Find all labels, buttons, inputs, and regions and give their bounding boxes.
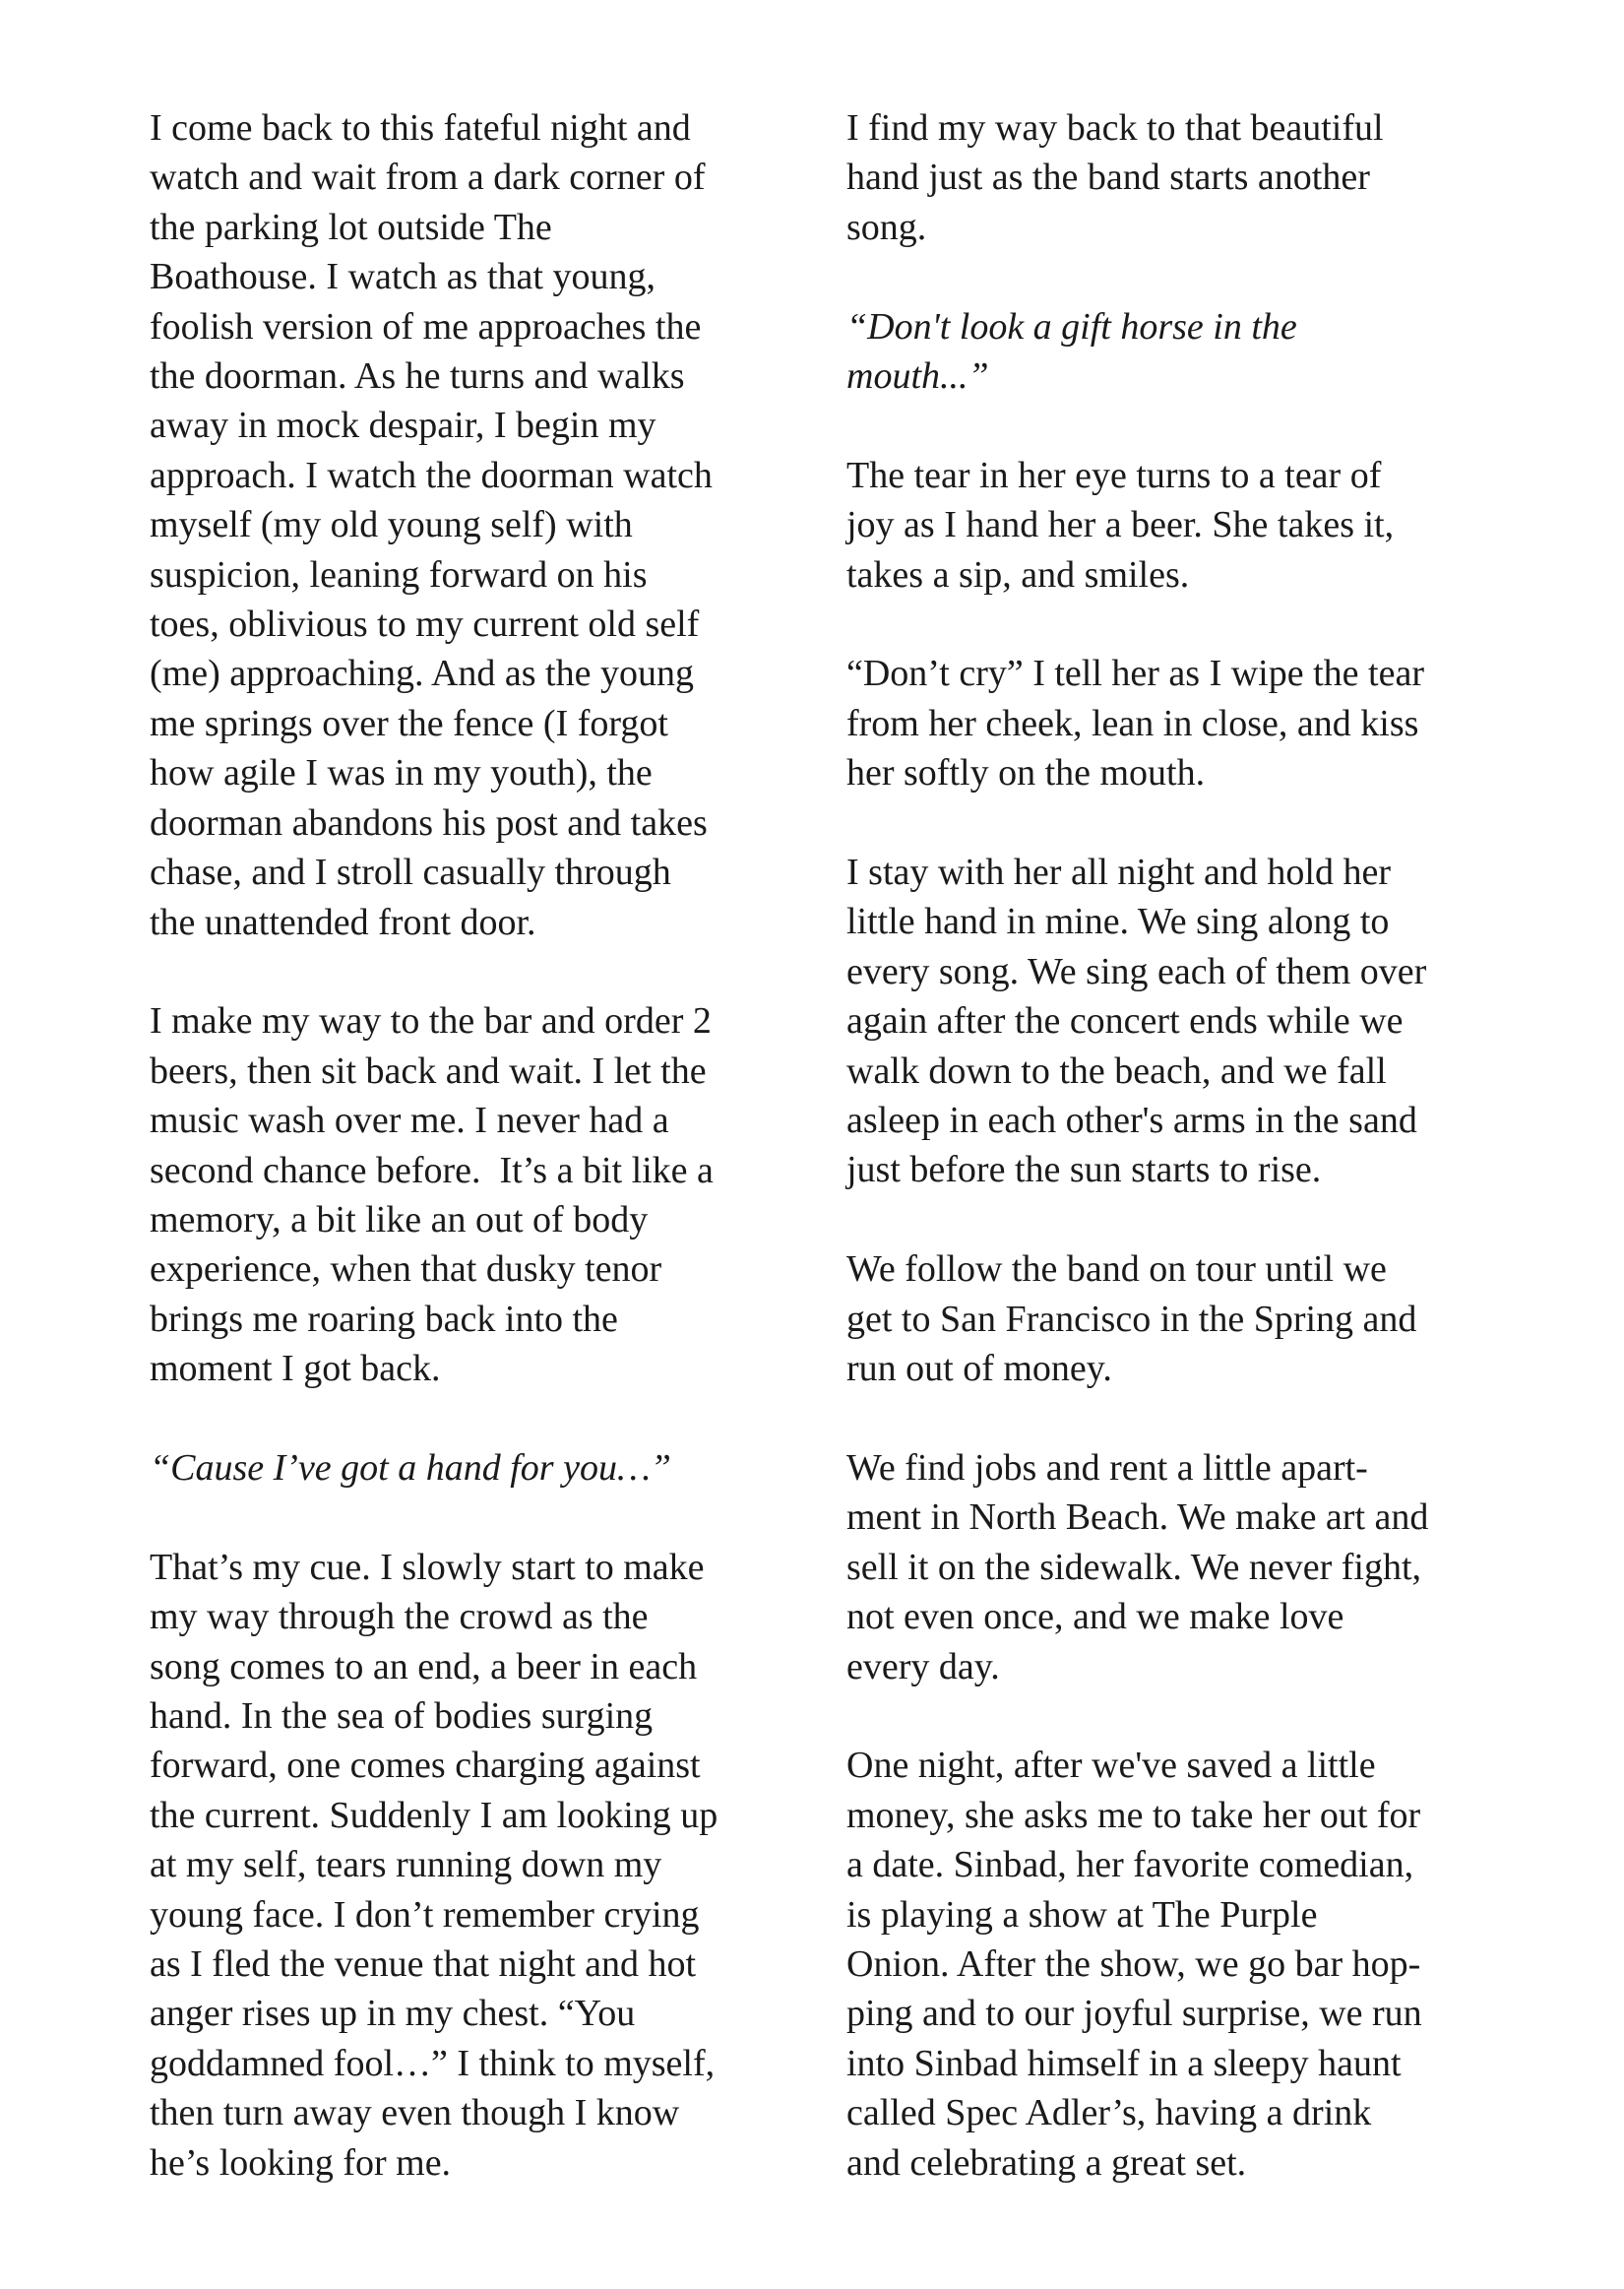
paragraph: The tear in her eye turns to a tear of joy as I hand her a beer. She takes it, takes a sip, and smiles. <box>846 454 1395 596</box>
paragraph: We find jobs and rent a little apart- ment in North Beach. We make art and sell it on the sidewalk. We never fight, not even once, and we make love every day. <box>846 1446 1429 1687</box>
paragraph: I find my way back to that beautiful hand just as the band starts another song. <box>846 107 1384 248</box>
paragraph: One night, after we've saved a little money, she asks me to take her out for a date. Sinbad, her favorite comedian, is playing a show at The Purple Onion. After the show, we go bar hop- ping and to our joyful surprise, we run into Sinbad himself in a sleepy haunt called Spec Adler’s, having a drink and celebrating a great set. <box>846 1745 1422 2184</box>
paragraph: That’s my cue. I slowly start to make my way through the crowd as the song comes to an end, a beer in each hand. In the sea of bodies surging forward, one comes charging against the current. Suddenly I am looking up at my self, tears running down my young face. I don’t remember crying as I fled the venue that night and hot anger rises up in my chest. “You goddamned fool…” I think to myself, then turn away even though I know he’s looking for me. <box>150 1546 718 2184</box>
lyric-quote: “Don't look a gift horse in the mouth...” <box>846 305 1297 398</box>
lyric-quote: “Cause I’ve got a hand for you…” <box>150 1446 671 1489</box>
right-column <box>846 103 1486 2188</box>
paragraph: I stay with her all night and hold her little hand in mine. We sing along to every song. We sing each of them over again after the concert ends while we walk down to the beach, and we fall asleep in each other's arms in the sand just before the sun starts to rise. <box>846 852 1427 1191</box>
left-column <box>150 103 789 2188</box>
paragraph: We follow the band on tour until we get to San Francisco in the Spring and run out of money. <box>846 1248 1417 1390</box>
paragraph: “Don’t cry” I tell her as I wipe the tear from her cheek, lean in close, and kiss her softly on the mouth. <box>846 653 1424 795</box>
paragraph: I make my way to the bar and order 2 beers, then sit back and wait. I let the music wash over me. I never had a second chance before. It’s a bit like a memory, a bit like an out of body experience, when that dusky tenor brings me roaring back into the moment I got back. <box>150 1000 714 1390</box>
paragraph: I come back to this fateful night and watch and wait from a dark corner of the parking lot outside The Boathouse. I watch as that young, foolish version of me approaches the the doorman. As he turns and walks away in mock despair, I begin my approach. I watch the doorman watch myself (my old young self) with suspicion, leaning forward on his toes, oblivious to my current old self (me) approaching. And as the young me springs over the fence (I forgot how agile I was in my youth), the doorman abandons his post and takes chase, and I stroll casually through the unattended front door. <box>150 107 713 943</box>
